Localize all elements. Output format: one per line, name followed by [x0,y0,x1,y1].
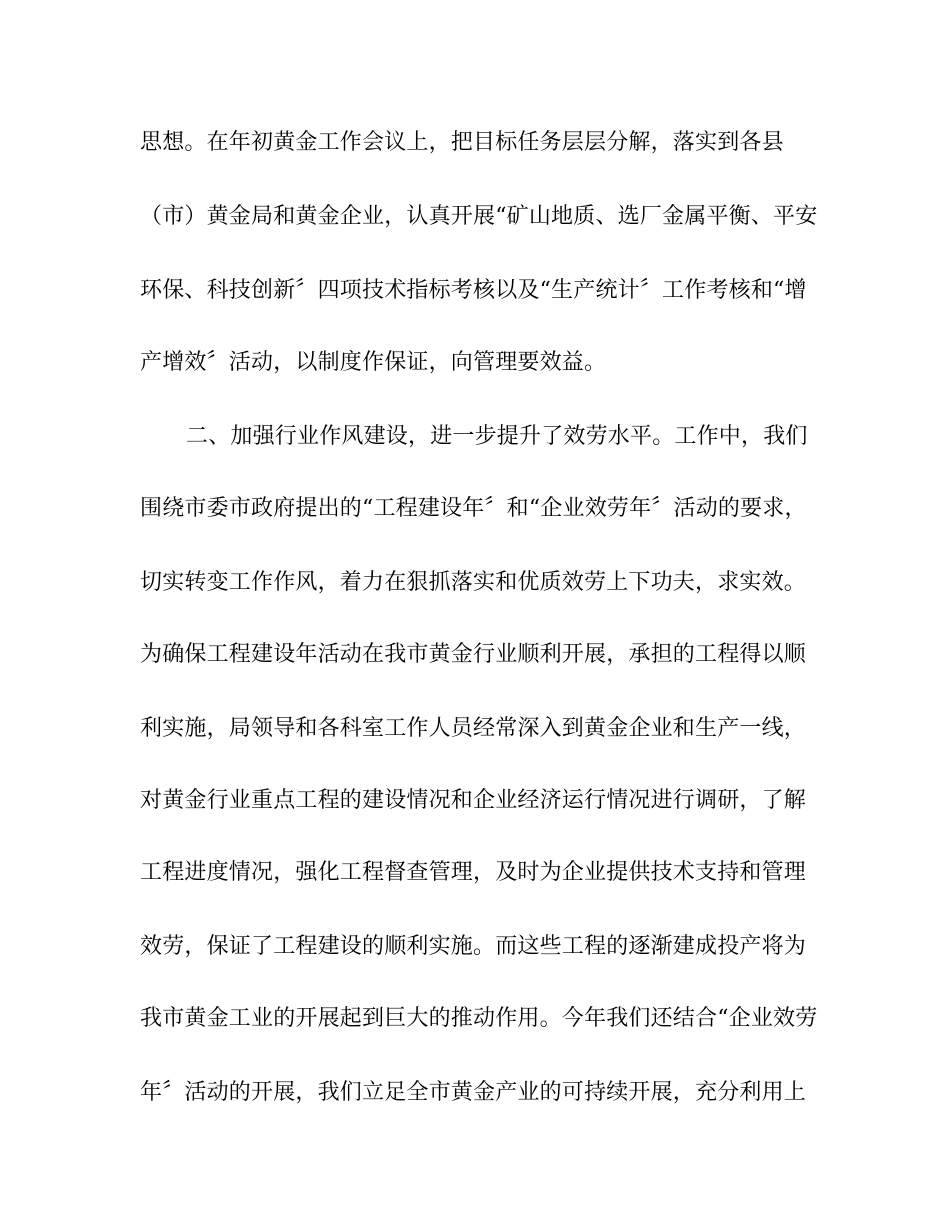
text-line-14: 年〞活动的开展，我们立足全市黄金产业的可持续开展，充分利用上 [140,1080,807,1105]
text-line-1: 思想。在年初黄金工作会议上，把目标任务层层分解，落实到各县 [140,130,784,155]
text-line-6: 围绕市委市政府提出的“工程建设年〞和“企业效劳年〞活动的要求， [140,496,807,521]
text-line-13: 我市黄金工业的开展起到巨大的推动作用。今年我们还结合“企业效劳 [140,1006,818,1031]
text-line-9: 利实施，局领导和各科室工作人员经常深入到黄金企业和生产一线， [140,716,807,741]
text-line-11: 工程进度情况，强化工程督查管理，及时为企业提供技术支持和管理 [140,860,807,885]
paragraph-2-first-line: 二、加强行业作风建设，进一步提升了效劳水平。工作中，我们 [186,424,808,449]
text-line-8: 为确保工程建设年活动在我市黄金行业顺利开展，承担的工程得以顺 [140,642,807,667]
text-line-2: （市）黄金局和黄金企业，认真开展“矿山地质、选厂金属平衡、平安 [140,204,818,229]
text-line-3: 环保、科技创新〞四项技术指标考核以及“生产统计〞工作考核和“增 [140,278,807,303]
text-line-4: 产增效〞活动，以制度作保证，向管理要效益。 [140,350,607,375]
text-line-12: 效劳，保证了工程建设的顺利实施。而这些工程的逐渐建成投产将为 [140,934,807,959]
text-line-10: 对黄金行业重点工程的建设情况和企业经济运行情况进行调研，了解 [140,788,807,813]
text-line-7: 切实转变工作作风，着力在狠抓落实和优质效劳上下功夫，求实效。 [140,570,807,595]
